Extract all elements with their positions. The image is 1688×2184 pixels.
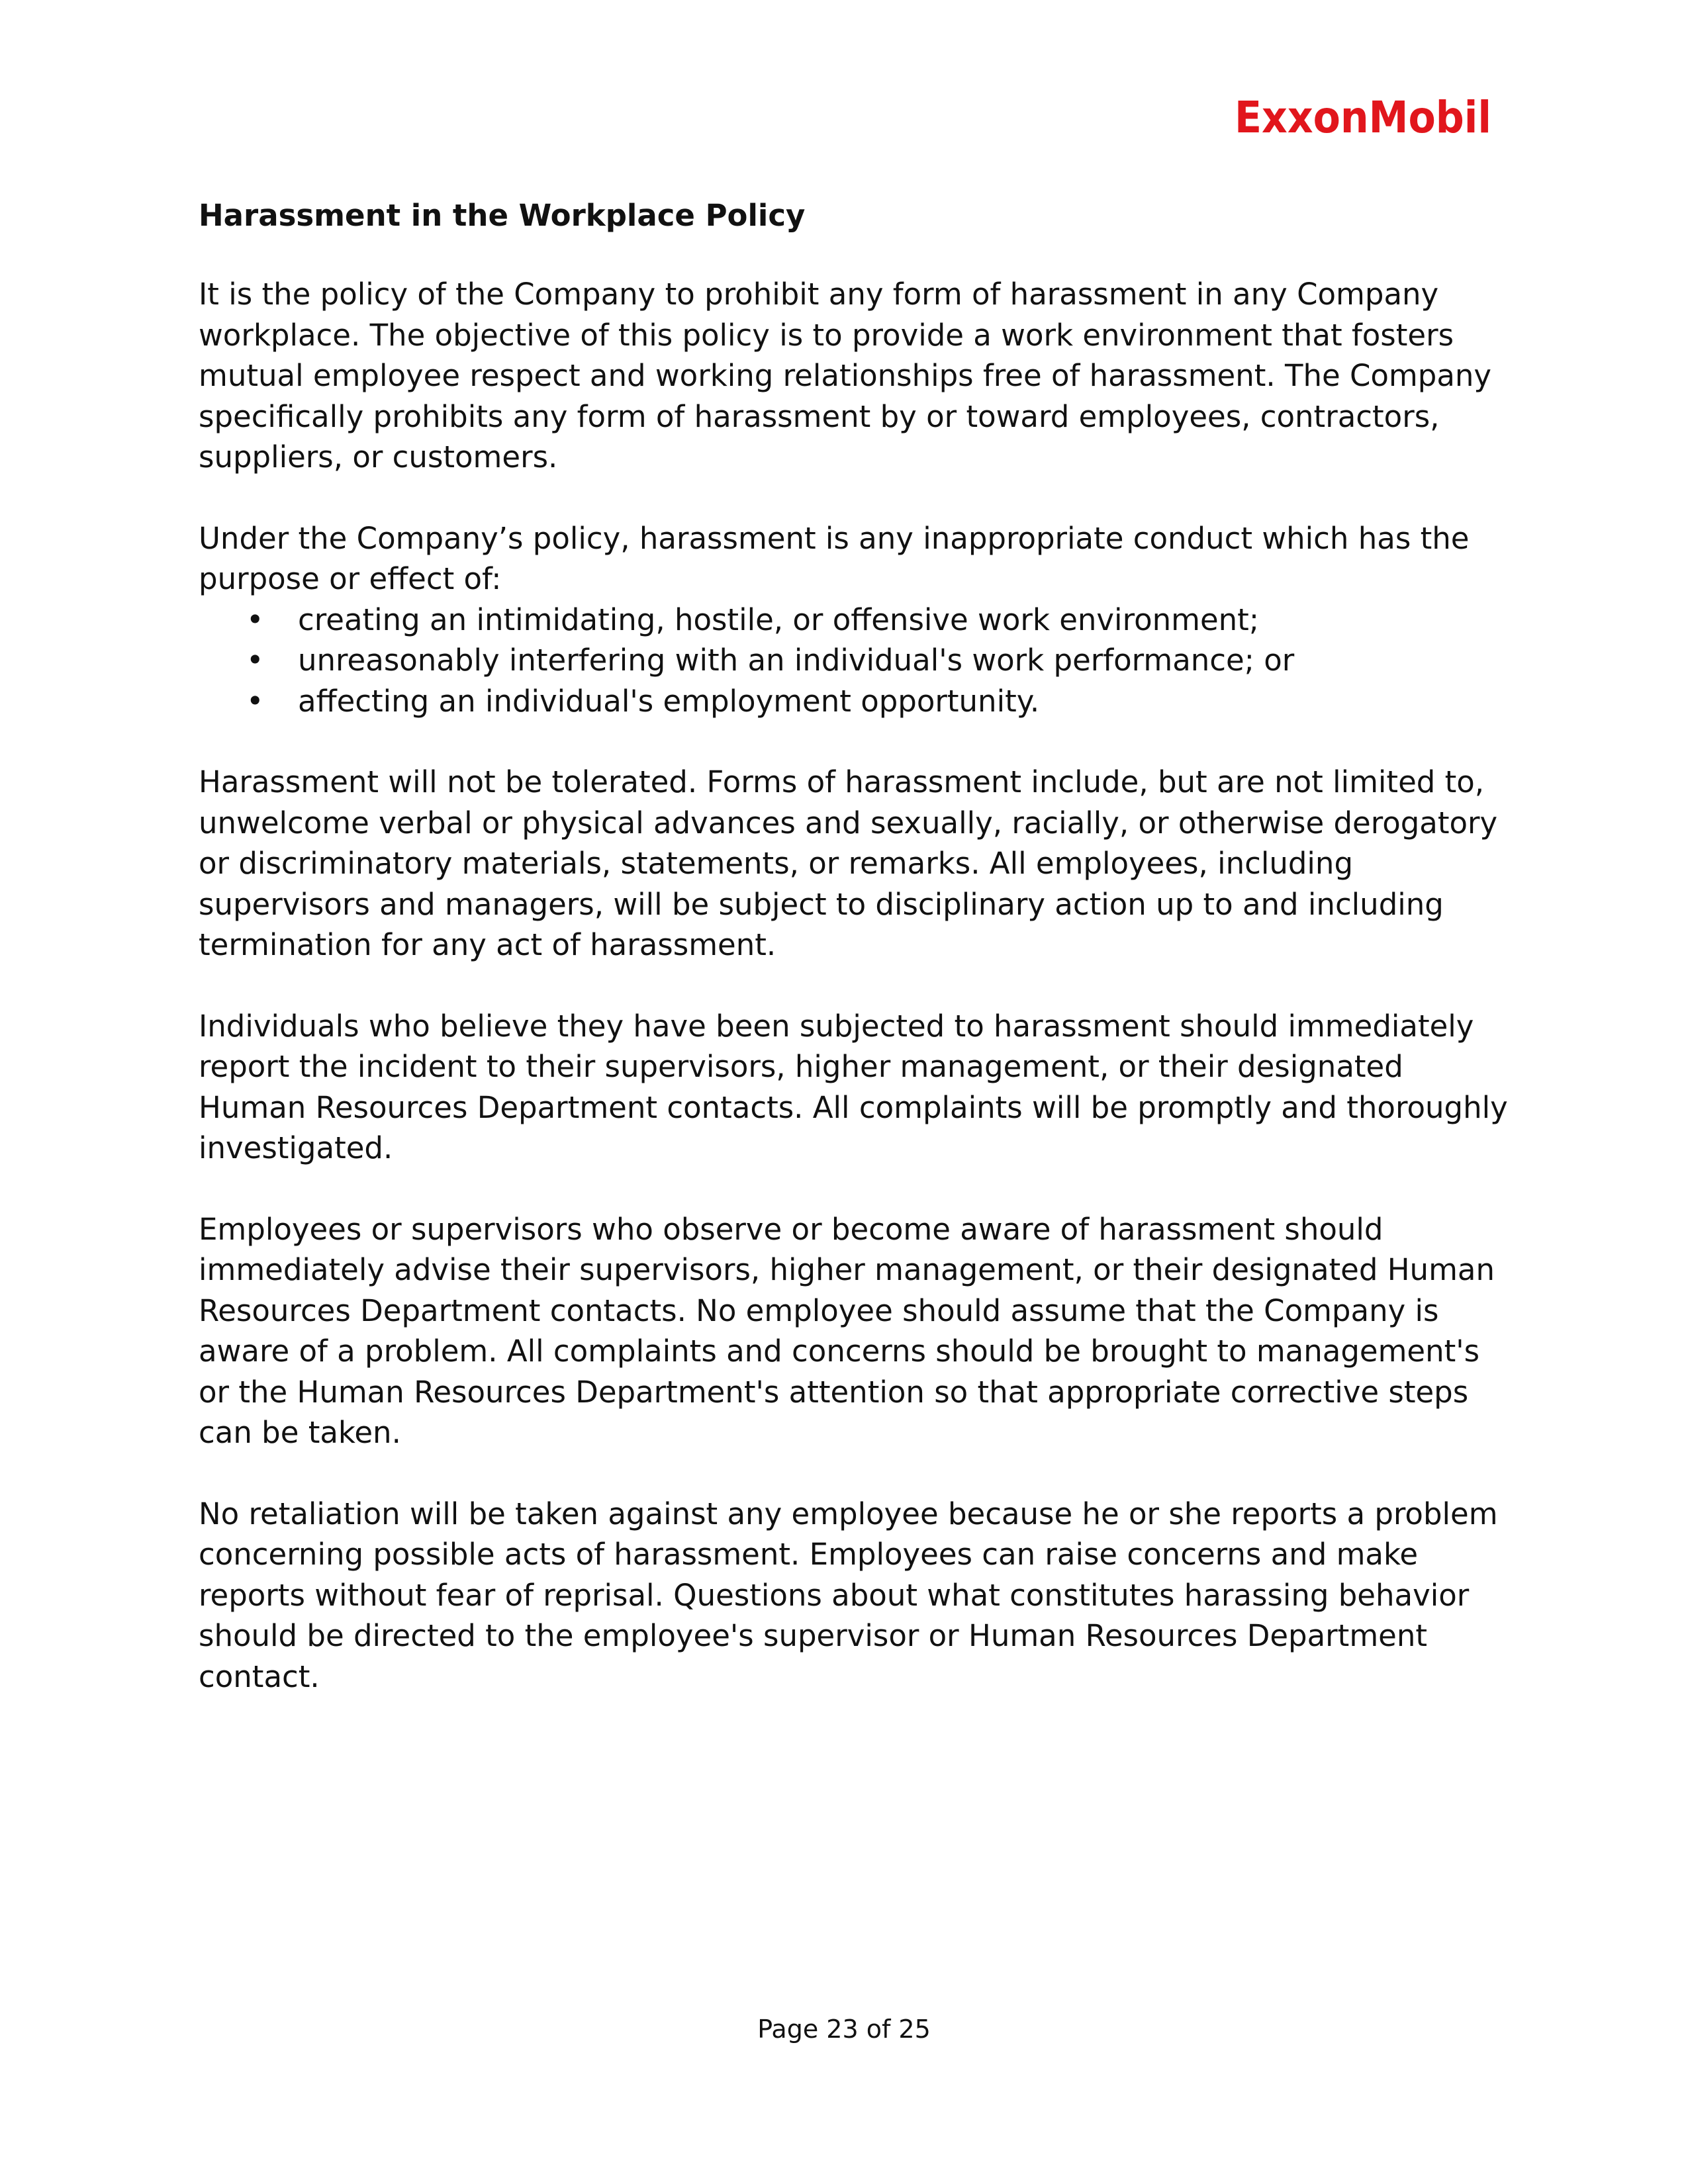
list-item <box>199 640 1509 681</box>
bullet-icon: • <box>246 602 264 637</box>
policy-paragraph-reporting: Individuals who believe they have been subjected to harassment should immediately report the incident to their supervisors, higher management, or their designated Human Resources Department contacts. All complaints will be promptly and thoroughly investigated. <box>199 1008 1508 1165</box>
list-item-text: unreasonably interfering with an individual's work performance; or <box>298 643 1295 678</box>
list-item <box>199 681 1509 722</box>
bullet-icon: • <box>246 643 264 678</box>
page-number: Page 23 of 25 <box>757 2015 931 2044</box>
policy-paragraph-purpose: It is the policy of the Company to prohibit any form of harassment in any Company workplace. The objective of this policy is to provide a work environment that fosters mutual employee respect and working relationships free of harassment. The Company specifically prohibits any form of harassment by or toward employees, contractors, suppliers, or customers. <box>199 277 1492 475</box>
policy-document <box>199 195 1509 1737</box>
exxonmobil-logo-mark <box>1235 91 1493 151</box>
list-item <box>199 600 1509 641</box>
page-title: Harassment in the Workplace Policy <box>199 198 806 233</box>
policy-paragraph-retaliation: No retaliation will be taken against any employee because he or she reports a problem concerning possible acts of harassment. Employees can raise concerns and make reports without fear of reprisal. Questions about what constitutes harassing behavior should be directed to the employee's supervisor or Human Resources Department contact. <box>199 1496 1498 1694</box>
harassment-effects-list <box>199 600 1509 722</box>
policy-paragraph-definition: Under the Company’s policy, harassment is any inappropriate conduct which has the purpose or effect of: <box>199 520 1470 596</box>
bullet-icon: • <box>246 683 264 719</box>
list-item-text: affecting an individual's employment opportunity. <box>298 683 1040 719</box>
logo-wordmark: ExxonMobil <box>1235 92 1491 143</box>
exxonmobil-logo <box>1235 91 1493 151</box>
policy-paragraph-observers: Employees or supervisors who observe or become aware of harassment should immediately advise their supervisors, higher management, or their designated Human Resources Department contacts. No employee should assume that the Company is aware of a problem. All complaints and concerns should be brought to management's or the Human Resources Department's attention so that appropriate corrective steps can be taken. <box>199 1211 1495 1450</box>
policy-paragraph-tolerance: Harassment will not be tolerated. Forms of harassment include, but are not limited to, unwelcome verbal or physical advances and sexually, racially, or otherwise derogatory or discriminatory materials, statements, or remarks. All employees, including supervisors and managers, will be subject to disciplinary action up to and including termination for any act of harassment. <box>199 764 1498 962</box>
list-item-text: creating an intimidating, hostile, or offensive work environment; <box>298 602 1259 637</box>
